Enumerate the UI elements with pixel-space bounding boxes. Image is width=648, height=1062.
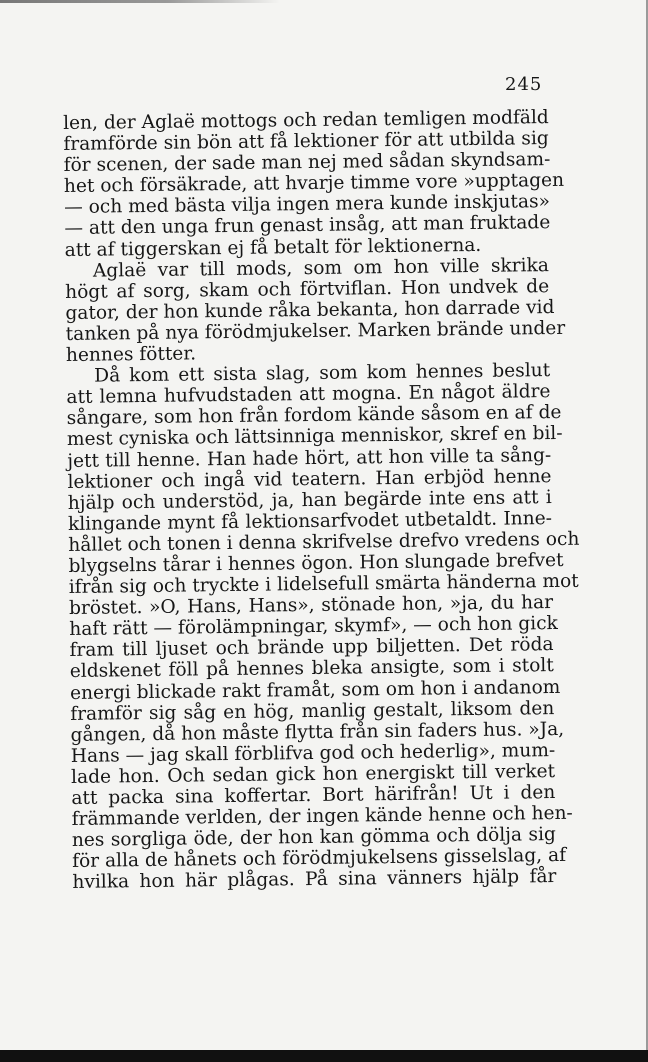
text-line: mest cyniska och lättsinniga menniskor, skref en bil-	[66, 423, 563, 451]
top-edge-rule	[0, 0, 280, 3]
text-line: jett till henne. Han hade hört, att hon ville ta sång-	[67, 444, 552, 472]
text-line: framförde sin bön att få lektioner för att utbilda sig	[63, 128, 549, 156]
text-line: len, der Aglaë mottogs och redan temligen modfäld	[63, 107, 549, 134]
text-line: Hans — jag skall förblifva god och hederlig», mum-	[70, 739, 556, 767]
text-line: ifrån sig och tryckte i lidelsefull smärta händerna mot	[68, 570, 579, 599]
text-line: gången, då hon måste flytta från sin faders hus. »Ja,	[70, 718, 565, 746]
text-line: hjälp och understöd, ja, han begärde inte ens att i	[67, 486, 552, 514]
text-line: att packa sina koffertar. Bort härifrån! Ut i den	[71, 782, 556, 809]
page-number: 245	[505, 74, 543, 95]
text-line: gator, der hon kunde råka bekanta, hon darrade vid	[65, 296, 555, 324]
text-line: sångare, som hon från fordom kände såsom en af de	[66, 402, 562, 430]
text-line: haft rätt — förolämpningar, skymf», — och hon gick	[69, 613, 558, 641]
text-line: framför sig såg en hög, manlig gestalt, liksom den	[70, 697, 555, 725]
text-line: het och försäkrade, att hvarje timme vore »upptagen	[63, 170, 565, 198]
text-line: hållet och tonen i denna skrifvelse drefvo vredens och	[68, 528, 580, 556]
text-line: för alla de hånets och förödmjukelsens gisselslag, af	[72, 845, 567, 873]
text-line: tanken på nya förödmjukelser. Marken brände under	[65, 317, 566, 345]
text-line: fram till ljuset och brände upp biljetten. Det röda	[69, 634, 554, 662]
text-line: bröstet. »O, Hans, Hans», stönade hon, »ja, du har	[68, 592, 554, 620]
text-line: — och med bästa vilja ingen mera kunde inskjutas»	[64, 191, 551, 219]
text-line: Aglaë var till mods, som om hon ville skrika	[92, 254, 550, 282]
body-text	[63, 107, 580, 894]
text-line: lektioner och ingå vid teatern. Han erbjöd henne	[67, 465, 552, 493]
text-line: hennes fötter.	[65, 343, 197, 367]
text-line: lade hon. Och sedan gick hon energiskt till verket	[70, 760, 556, 788]
text-line: för scenen, der sade man nej med sådan skyndsam-	[63, 149, 551, 177]
text-line: att af tiggerskan ej få betalt för lektionerna.	[64, 234, 482, 261]
text-line: klingande mynt få lektionsarfvodet utbetaldt. Inne-	[67, 507, 553, 535]
text-line: eldskenet föll på hennes bleka ansigte, som i stolt	[69, 655, 554, 683]
text-line: — att den unga frun genast insåg, att man fruktade	[64, 212, 551, 240]
text-line: nes sorgliga öde, der hon kan gömma och dölja sig	[71, 824, 556, 852]
text-line: främmande verlden, der ingen kände henne och hen-	[71, 802, 573, 831]
text-line: Då kom ett sista slag, som kom hennes beslut	[94, 360, 551, 387]
text-line: högt af sorg, skam och förtviflan. Hon undvek de	[65, 275, 550, 303]
text-line: blygselns tårar i hennes ögon. Hon slungade brefvet	[68, 549, 564, 577]
text-line: hvilka hon här plågas. På sina vänners hjälp får	[72, 866, 557, 894]
bottom-scan-edge	[0, 1050, 648, 1062]
text-line: energi blickade rakt framåt, som om hon i andanom	[69, 676, 561, 704]
text-line: att lemna hufvudstaden att mogna. En något äldre	[66, 381, 551, 409]
